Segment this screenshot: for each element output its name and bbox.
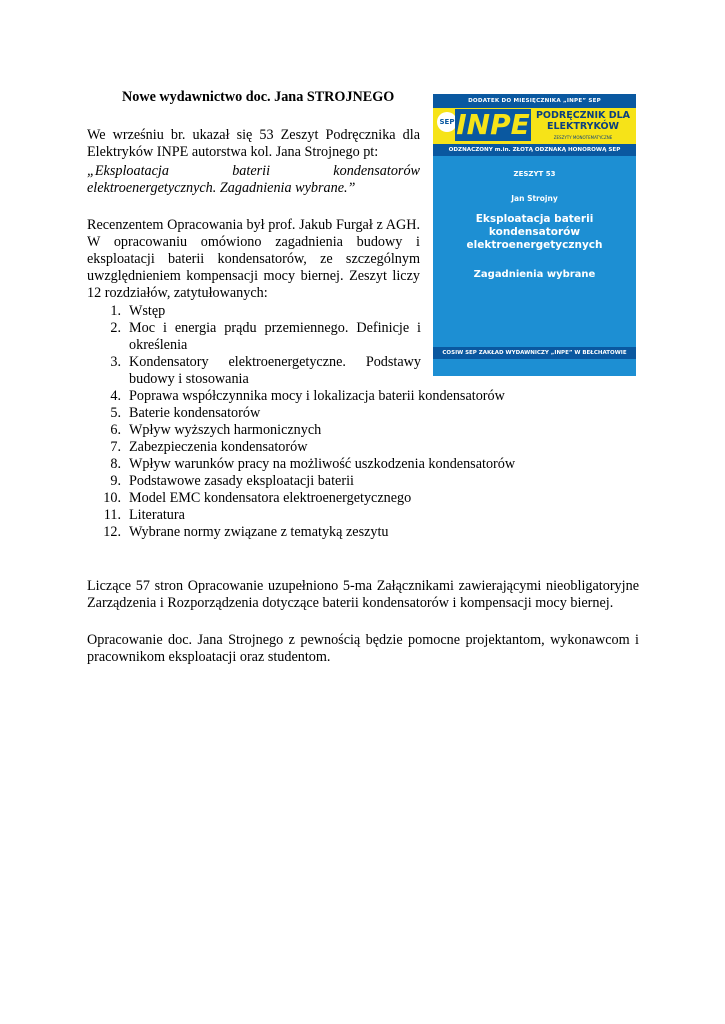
list-item [87, 388, 515, 405]
list-item-number: 8. [110, 456, 121, 472]
list-item [87, 490, 515, 507]
list-item-text: Wstęp [129, 303, 166, 319]
list-item-text: Model EMC kondensatora elektroenergetycznego [129, 490, 412, 506]
sep-logo-icon: SEP [437, 112, 457, 132]
cover-handbook-subtitle: ZESZYTY MONOTEMATYCZNE [553, 135, 613, 140]
summary-paragraph: Liczące 57 stron Opracowanie uzupełniono 5-ma Załącznikami zawierającymi nieobligatoryjne Zarządzenia i Rozporządzenia dotyczące baterii kondensatorów i kompensacji mocy biernej. [87, 578, 639, 611]
list-item [87, 524, 515, 541]
list-item-number: 6. [110, 422, 121, 438]
cover-award-band: ODZNACZONY m.in. ZŁOTĄ ODZNAKĄ HONOROWĄ SEP [433, 144, 636, 156]
list-item-text: Wpływ wyższych harmonicznych [129, 422, 322, 438]
list-item [87, 320, 421, 354]
list-item-number: 10. [103, 490, 121, 506]
list-item-number: 2. [110, 320, 121, 336]
cover-top-band: DODATEK DO MIESIĘCZNIKA „INPE” SEP [433, 94, 636, 108]
list-item-text: Moc i energia prądu przemiennego. Definicje i określenia [129, 320, 421, 353]
list-item [87, 405, 515, 422]
list-item-number: 5. [110, 405, 121, 421]
cover-author: Jan Strojny [511, 194, 558, 203]
list-item [87, 473, 515, 490]
intro-paragraph: We wrześniu br. ukazał się 53 Zeszyt Podręcznika dla Elektryków INPE autorstwa kol. Jana Strojnego pt: [87, 127, 420, 160]
list-item-number: 7. [110, 439, 121, 455]
list-item-text: Wpływ warunków pracy na możliwość uszkodzenia kondensatorów [129, 456, 516, 472]
cover-publisher-band: COSIW SEP ZAKŁAD WYDAWNICZY „INPE” W BEŁCHATOWIE [433, 347, 636, 359]
list-item-text: Wybrane normy związane z tematyką zeszytu [129, 524, 389, 540]
inpe-logo: INPE [456, 108, 530, 141]
list-item-text: Poprawa współczynnika mocy i lokalizacja baterii kondensatorów [129, 388, 505, 404]
list-item-text: Kondensatory elektroenergetyczne. Podstawy budowy i stosowania [129, 354, 421, 387]
list-item-text: Zabezpieczenia kondensatorów [129, 439, 308, 455]
list-item [87, 456, 515, 473]
closing-paragraph: Opracowanie doc. Jana Strojnego z pewnością będzie pomocne projektantom, wykonawcom i pracownikom eksploatacji oraz studentom. [87, 632, 639, 665]
list-item-number: 11. [103, 507, 121, 523]
book-cover [433, 94, 636, 376]
list-item-number: 12. [103, 524, 121, 540]
list-item-number: 3. [110, 354, 121, 370]
cover-handbook-title: PODRĘCZNIK DLA ELEKTRYKÓW [535, 110, 631, 132]
list-item-number: 1. [110, 303, 121, 319]
list-item [87, 507, 515, 524]
cover-book-subtitle: Zagadnienia wybrane [473, 269, 596, 280]
list-item [87, 354, 421, 388]
cover-issue-number: ZESZYT 53 [513, 170, 556, 178]
list-item-number: 4. [110, 388, 121, 404]
page-title: Nowe wydawnictwo doc. Jana STROJNEGO [122, 89, 395, 105]
book-title-quote: „Eksploatacja baterii kondensatorów elektroenergetycznych. Zagadnienia wybrane.” [87, 163, 420, 196]
list-item [87, 422, 515, 439]
list-item-text: Baterie kondensatorów [129, 405, 261, 421]
review-paragraph: Recenzentem Opracowania był prof. Jakub Furgał z AGH. W opracowaniu omówiono zagadnienia budowy i eksploatacji baterii kondensatorów, ze szczególnym uwzględnieniem kompensacji mocy biernej. Zeszyt liczy 12 rozdziałów, zatytułowanych: [87, 217, 420, 301]
cover-book-title: Eksploatacja baterii kondensatorów elektroenergetycznych [466, 213, 603, 251]
list-item-number: 9. [110, 473, 121, 489]
list-item-text: Literatura [129, 507, 185, 523]
list-item-text: Podstawowe zasady eksploatacji baterii [129, 473, 354, 489]
list-item [87, 439, 515, 456]
